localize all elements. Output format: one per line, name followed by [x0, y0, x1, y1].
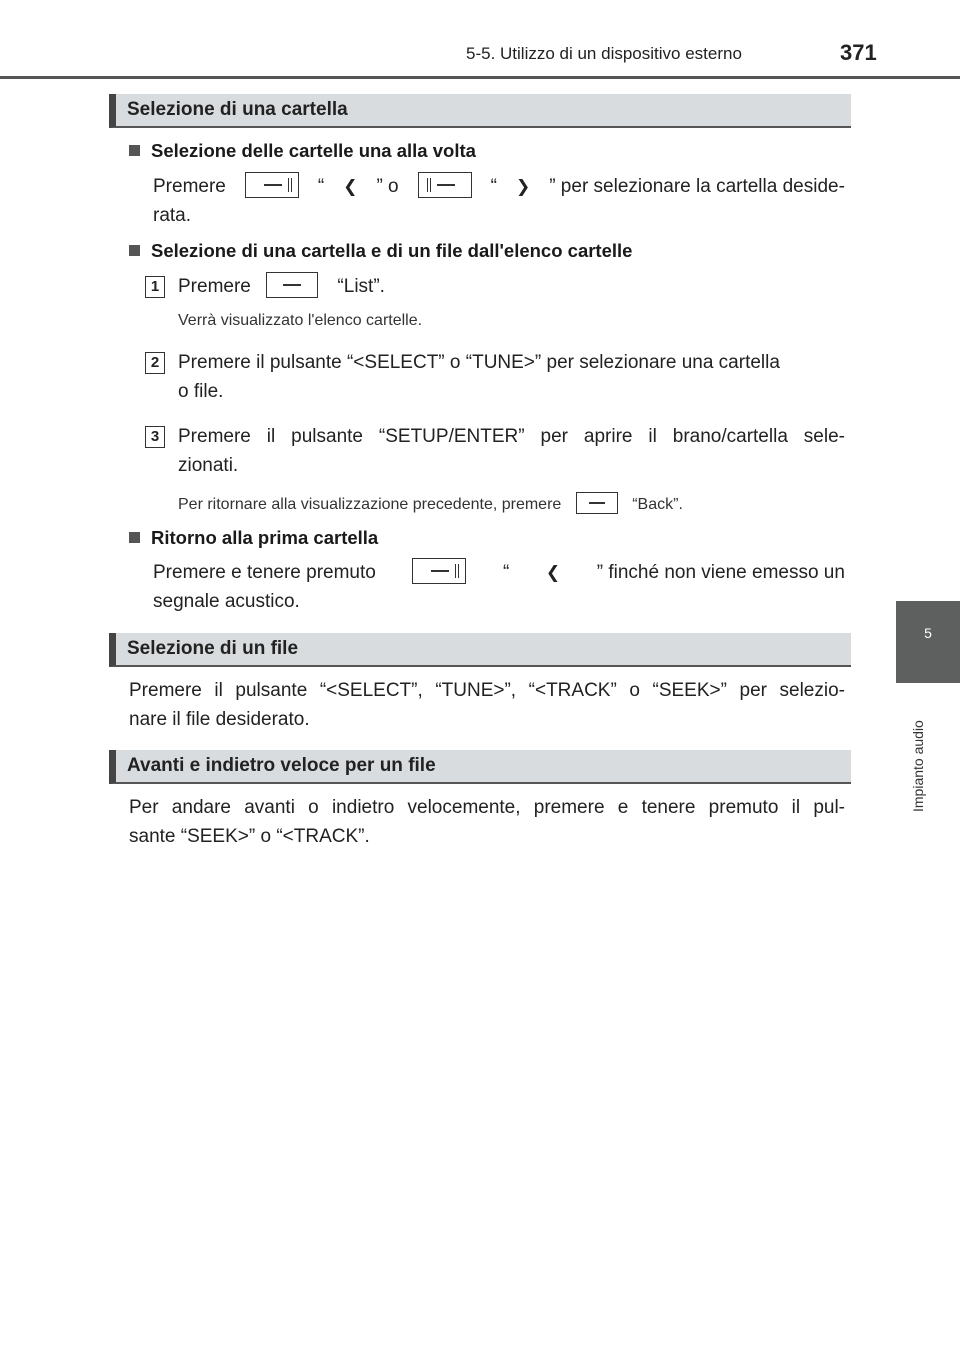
- step-number-3: 3: [145, 426, 165, 448]
- paragraph-ffwd: [129, 793, 845, 851]
- step-number-1: 1: [145, 276, 165, 298]
- text: rata.: [153, 205, 192, 226]
- paragraph-first-folder: [153, 558, 845, 616]
- line: [153, 172, 845, 201]
- step-3-text: [178, 422, 845, 480]
- text: “: [490, 176, 497, 197]
- section-heading-file: [109, 633, 851, 667]
- chapter-label-text: Impianto audio: [910, 720, 926, 812]
- text: Premere il pulsante “<SELECT” o “TUNE>” per selezionare una cartella: [178, 352, 780, 373]
- text: ” per selezionare la cartella deside-: [549, 176, 845, 197]
- text: “List”.: [337, 276, 385, 297]
- subsection-title: Ritorno alla prima cartella: [151, 527, 379, 548]
- chapter-number: 5: [924, 625, 932, 641]
- back-button-icon: [576, 492, 618, 514]
- step-2-text: [178, 348, 845, 406]
- section-heading-file-text: Selezione di un file: [127, 638, 299, 659]
- text: zionati.: [178, 455, 239, 476]
- paragraph-file: [129, 676, 845, 734]
- section-heading-folder: [109, 94, 851, 128]
- text: Premere il pulsante “SETUP/ENTER” per aprire il brano/cartella sele-: [178, 426, 845, 447]
- text: ” finché non viene emesso un: [596, 562, 845, 583]
- text: ” o: [376, 176, 399, 197]
- step-1-note: Verrà visualizzato l'elenco cartelle.: [178, 312, 423, 329]
- page-number: 371: [840, 40, 877, 65]
- chevron-left-icon: ❮: [545, 563, 561, 582]
- text: “: [317, 176, 325, 197]
- chapter-tab: [896, 601, 960, 683]
- text: “: [503, 562, 510, 583]
- square-bullet-icon: [129, 145, 140, 156]
- text: Premere: [153, 176, 226, 197]
- subsection-title: Selezione delle cartelle una alla volta: [151, 140, 476, 161]
- section-heading-folder-text: Selezione di una cartella: [127, 99, 348, 120]
- subsection-from-list: [129, 240, 632, 262]
- subsection-title: Selezione di una cartella e di un file dall'elenco cartelle: [151, 240, 633, 261]
- seek-down-button-icon: [245, 172, 299, 198]
- chevron-left-icon: ❮: [343, 177, 358, 196]
- step-number-2: 2: [145, 352, 165, 374]
- paragraph-one-at-a-time: [153, 172, 845, 230]
- line: [153, 558, 845, 587]
- text: Premere il pulsante “<SELECT”, “TUNE>”, “<TRACK” o “SEEK>” per selezio-: [129, 680, 845, 701]
- seek-down-button-icon: [412, 558, 466, 584]
- square-bullet-icon: [129, 532, 140, 543]
- running-header: 5-5. Utilizzo di un dispositivo esterno: [466, 44, 742, 63]
- text: Per andare avanti o indietro velocemente, premere e tenere premuto il pul-: [129, 797, 845, 818]
- text: sante “SEEK>” o “<TRACK”.: [129, 826, 370, 847]
- text: Per ritornare alla visualizzazione precedente, premere: [178, 496, 562, 514]
- section-heading-ffwd: [109, 750, 851, 784]
- chapter-label: [904, 688, 932, 812]
- text: nare il file desiderato.: [129, 709, 310, 730]
- chevron-right-icon: ❯: [515, 177, 531, 196]
- text: o file.: [178, 381, 224, 402]
- list-button-icon: [266, 272, 318, 298]
- square-bullet-icon: [129, 245, 140, 256]
- text: segnale acustico.: [153, 591, 300, 612]
- step-3-note: [178, 494, 683, 516]
- text: “Back”.: [632, 496, 683, 514]
- subsection-one-at-a-time: [129, 140, 476, 162]
- header-rule: [0, 76, 960, 79]
- subsection-first-folder: [129, 527, 378, 549]
- section-heading-ffwd-text: Avanti e indietro veloce per un file: [127, 755, 436, 776]
- step-1-text: [178, 272, 385, 301]
- seek-up-button-icon: [418, 172, 472, 198]
- text: Premere: [178, 276, 251, 297]
- text: Premere e tenere premuto: [153, 562, 376, 583]
